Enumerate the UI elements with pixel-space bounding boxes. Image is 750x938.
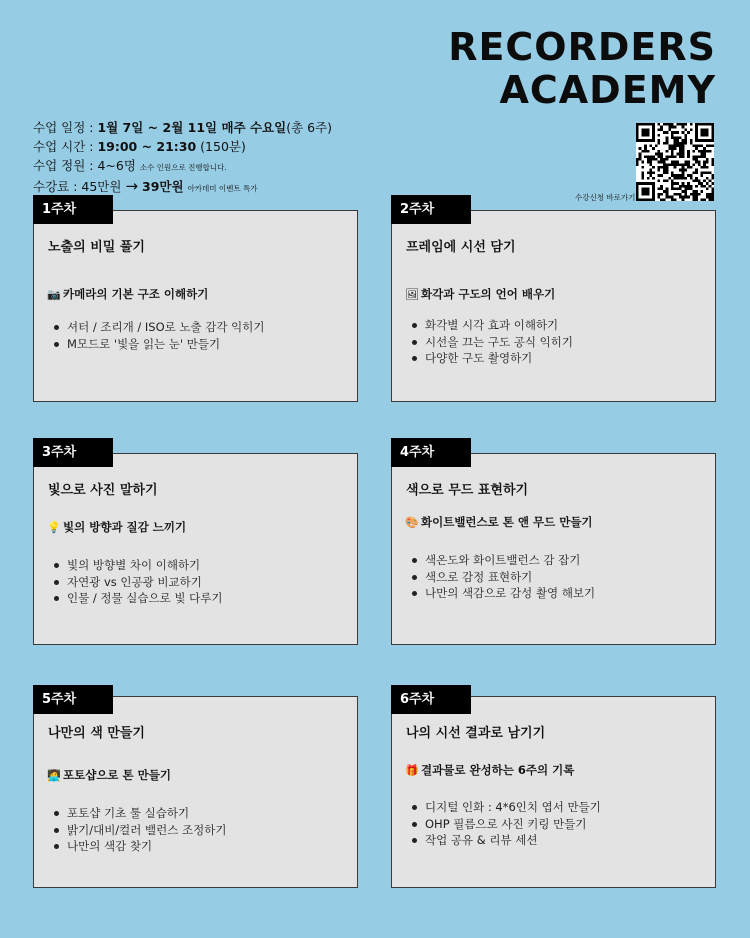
week-card [391,453,716,645]
week-emoji-icon: 🧑‍💻 [47,769,61,782]
capacity-label: 수업 정원 : [33,158,98,173]
time-value: 19:00 ~ 21:30 [97,139,197,154]
week-tab: 2주차 [391,195,471,224]
week-tab: 3주차 [33,438,113,467]
week-subtitle [47,767,171,783]
fee-label: 수강료 : [33,179,82,194]
capacity-value: 4~6명 [97,158,136,173]
week-subtitle-text: 빛의 방향과 질감 느끼기 [63,520,187,534]
list-item: 나만의 색감 찾기 [52,838,226,855]
week-card [33,210,358,402]
logo-line-1: RECORDERS [448,25,716,69]
capacity-row [33,156,332,177]
qr-code-icon[interactable] [636,123,714,201]
time-note: (150분) [196,139,246,154]
schedule-value: 1월 7일 ~ 2월 11일 매주 수요일 [97,120,287,135]
week-topic-list [52,805,226,855]
week-tab: 4주차 [391,438,471,467]
week-subtitle [47,519,186,535]
qr-caption: 수강신청 바로가기 [575,193,636,202]
week-topic-list [52,557,222,607]
list-item: 작업 공유 & 리뷰 세션 [410,832,601,849]
week-topic-list [410,317,573,367]
week-subtitle-text: 카메라의 기본 구조 이해하기 [63,287,209,301]
week-title: 빛으로 사진 말하기 [48,483,158,498]
capacity-note: 소수 인원으로 진행합니다. [139,163,227,172]
week-tab: 1주차 [33,195,113,224]
list-item: 셔터 / 조리개 / ISO로 노출 감각 익히기 [52,319,265,336]
week-title: 노출의 비밀 풀기 [48,240,145,255]
list-item: 밝기/대비/컬러 밸런스 조정하기 [52,822,226,839]
week-card [33,696,358,888]
list-item: 색온도와 화이트밸런스 감 잡기 [410,552,595,569]
week-tab: 6주차 [391,685,471,714]
list-item: 색으로 감정 표현하기 [410,569,595,586]
list-item: 인물 / 정물 실습으로 빛 다루기 [52,590,222,607]
week-emoji-icon: 🎨 [405,516,419,529]
fee-value: 39만원 [142,179,184,194]
week-topic-list [52,319,265,352]
list-item: 포토샵 기초 툴 실습하기 [52,805,226,822]
week-subtitle [47,286,208,302]
week-subtitle-text: 화이트밸런스로 톤 앤 무드 만들기 [421,515,593,529]
week-topic-list [410,799,601,849]
list-item: 나만의 색감으로 감성 촬영 해보기 [410,585,595,602]
week-subtitle [405,286,555,302]
list-item: 자연광 vs 인공광 비교하기 [52,574,222,591]
week-card [391,210,716,402]
week-title: 프레임에 시선 담기 [406,240,516,255]
week-topic-list [410,552,595,602]
course-info [33,118,332,198]
list-item: OHP 필름으로 사진 키링 만들기 [410,816,601,833]
schedule-note: (총 6주) [286,120,333,135]
schedule-label: 수업 일정 : [33,120,98,135]
week-subtitle-text: 화각과 구도의 언어 배우기 [421,287,556,301]
list-item: 디지털 인화 : 4*6인치 엽서 만들기 [410,799,601,816]
week-subtitle [405,762,574,778]
arrow-icon: → [125,177,139,195]
week-emoji-icon: 🖼 [405,288,419,301]
week-title: 나만의 색 만들기 [48,726,145,741]
week-subtitle [405,514,593,530]
week-card [391,696,716,888]
week-title: 색으로 무드 표현하기 [406,483,529,498]
week-subtitle-text: 포토샵으로 톤 만들기 [63,768,171,782]
schedule-row [33,118,332,137]
week-emoji-icon: 🎁 [405,764,419,777]
list-item: 빛의 방향별 차이 이해하기 [52,557,222,574]
week-emoji-icon: 💡 [47,521,61,534]
week-tab: 5주차 [33,685,113,714]
list-item: 시선을 끄는 구도 공식 익히기 [410,334,573,351]
week-subtitle-text: 결과물로 완성하는 6주의 기록 [421,763,575,777]
academy-logo [448,26,716,112]
week-title: 나의 시선 결과로 남기기 [406,726,546,741]
fee-original: 45만원 [81,179,122,194]
list-item: 화각별 시각 효과 이해하기 [410,317,573,334]
list-item: 다양한 구도 촬영하기 [410,350,573,367]
week-card [33,453,358,645]
time-row [33,137,332,156]
logo-line-2: ACADEMY [499,68,716,112]
time-label: 수업 시간 : [33,139,98,154]
fee-note: 아카데미 이벤트 특가 [187,184,258,193]
list-item: M모드로 '빛을 읽는 눈' 만들기 [52,336,265,353]
week-emoji-icon: 📷 [47,288,61,301]
